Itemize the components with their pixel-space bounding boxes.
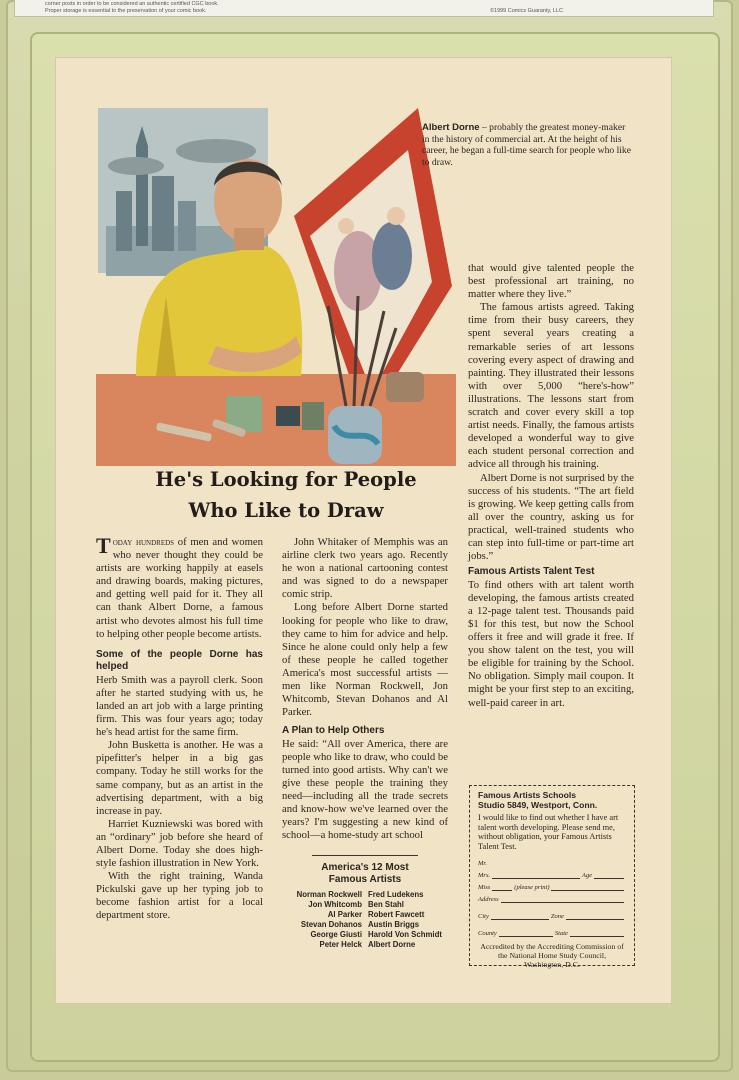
cgc-label-strip [14, 0, 714, 17]
field-line [566, 919, 624, 920]
field-label: Miss [478, 884, 491, 892]
field-hint: (please print) [514, 884, 550, 892]
accreditation-note: Accredited by the Accrediting Commission of the National Home Study Council, Washington, D.C. [480, 942, 624, 970]
coupon-message: I would like to find out whether I have art talent worth developing. Please send me, without obligation, your Famous Artists Talent Test. [478, 813, 619, 851]
field-city[interactable] [478, 910, 626, 921]
field-label: Age [581, 872, 592, 880]
field-label: Mrs. [478, 872, 491, 880]
artist-name: Robert Fawcett [368, 909, 425, 919]
field-line [492, 878, 580, 879]
paragraph: that would give talented people the best professional art training, no matter where they live.” [468, 262, 634, 301]
subheading: Some of the people Dorne has helped [96, 648, 263, 673]
label-copyright: ©1999 Comics Guaranty, LLC [489, 8, 563, 14]
field-label: State [554, 930, 568, 938]
paragraph [96, 533, 263, 641]
mail-coupon[interactable] [469, 785, 635, 970]
field-line [594, 878, 624, 879]
paragraph: He said: “All over America, there are people who like to draw, who could be turned into good artists. Why can't we give these people the training they need—including all the trade secrets and know-how we've learned over the years? I'm suggesting a new kind of school—a home-study art school [282, 737, 448, 842]
headline-line-2: Who Like to Draw [188, 499, 384, 522]
famous-title-line-1: America's 12 Most [321, 861, 409, 873]
field-line [570, 936, 624, 937]
drop-cap: T [96, 533, 111, 558]
comic-back-cover [56, 58, 671, 1003]
divider [312, 855, 418, 856]
label-line-1: corner posts in order to be considered an authentic certified CGC book. [45, 1, 219, 7]
subheading: Famous Artists Talent Test [468, 566, 595, 578]
field-line [491, 919, 549, 920]
famous-artists-list [282, 890, 448, 950]
paragraph: Albert Dorne is not surprised by the success of his students. “The art field is growing. We keep getting calls from all over the country, asking us for practical, well-trained students who can step into full-time or part-time art jobs.” [468, 471, 634, 563]
field-label: County [478, 930, 497, 938]
artist-name: Austin Briggs [368, 919, 420, 929]
caption-text: – probably the greatest money-maker in the history of commercial art. At the height of his career, he began a full-time search for people who like to draw. [422, 122, 631, 168]
famous-artists-title [282, 862, 448, 886]
subheading: A Plan to Help Others [282, 725, 385, 737]
lead-smallcaps: oday hundreds [112, 536, 175, 548]
coupon-title-1: Famous Artists Schools [478, 790, 577, 800]
field-line [492, 890, 512, 891]
label-line-2: Proper storage is essential to the preservation of your comic book. [45, 8, 207, 14]
paragraph-text: of men and women who never thought they could be artists are working happily at easels and drawing boards, making pictures, and getting well paid for it. They all can thank Albert Dorne, a famous artist who devotes almost his full time to helping other people become artists. [96, 536, 263, 640]
illustration-caption [422, 122, 632, 168]
artist-name: Fred Ludekens [368, 889, 424, 899]
artist-name: Albert Dorne [368, 939, 416, 949]
paragraph: John Whitaker of Memphis was an airline clerk two years ago. Recently he won a national cartooning contest and was signed to do a newspaper comic strip. [282, 536, 448, 601]
field-county[interactable] [478, 927, 626, 938]
artist-name: Ben Stahl [368, 899, 404, 909]
artist-illustration [96, 106, 456, 466]
paragraph: The famous artists agreed. Taking time from their busy careers, they spent several years creating a remarkable series of art lessons covering every aspect of drawing and painting. They illustrated their lessons with over 5,000 “here's-how” illustrations. The lessons start from scratch and cover every skill a top artist needs. Finally, the famous artists developed a wonderful way to give each student personal correction and advice all through his training. [468, 301, 634, 471]
coupon-title-2: Studio 5849, Westport, Conn. [478, 800, 598, 810]
field-line [551, 890, 624, 891]
artist-name: Norman Rockwell [296, 889, 362, 899]
field-line [499, 936, 553, 937]
artist-name: Peter Helck [319, 939, 362, 949]
article-column-1 [96, 533, 263, 923]
field-mr[interactable] [478, 857, 626, 868]
field-mrs[interactable] [478, 869, 626, 880]
article-column-3 [468, 262, 634, 710]
field-label: Address [478, 896, 499, 904]
paragraph: Harriet Kuzniewski was bored with an “ordinary” job before she heard of Albert Dorne. Today she does high-style fashion illustration in New York. [96, 817, 263, 870]
field-label: City [478, 913, 489, 921]
headline-line-1: He's Looking for People [155, 468, 417, 491]
artist-name: Al Parker [327, 909, 362, 919]
paragraph: With the right training, Wanda Pickulski gave up her typing job to become fashion artist for a local department store. [96, 870, 263, 922]
field-miss[interactable] [478, 881, 626, 892]
field-address[interactable] [478, 893, 626, 904]
field-label: Zone [550, 913, 564, 921]
paragraph: Herb Smith was a payroll clerk. Soon after he started studying with us, he landed an art job with a large printing firm. This was four years ago; today he's head artist for the same firm. [96, 673, 263, 739]
artist-name: Stevan Dohanos [300, 919, 362, 929]
artist-name: George Giusti [310, 929, 362, 939]
headline [96, 464, 476, 526]
artist-name: Jon Whitcomb [308, 899, 362, 909]
paragraph: John Busketta is another. He was a pipefitter's helper in a big gas company. Today he still works for the same company, but as an artist in the advertising department, with a big increase in pay. [96, 739, 263, 817]
paragraph: To find others with art talent worth developing, the famous artists created a 12-page talent test. Thousands paid $1 for this test, but now the School offers it free and will grade it free. If you show talent on the test, you will be eligible for training by the School. No obligation. Simply mail coupon. It might be your first step to an exciting, well-paid career in art. [468, 578, 634, 709]
artist-name: Harold Von Schmidt [368, 929, 442, 939]
paragraph: Long before Albert Dorne started looking for people who like to draw, they came to him for advice and help. Since he alone could only help a few of these people he called together America's most successful artists —men like Norman Rockwell, Jon Whitcomb, Stevan Dohanos and Al Parker. [282, 601, 448, 719]
field-line [501, 902, 624, 903]
field-label: Mr. [478, 860, 487, 868]
famous-title-line-2: Famous Artists [328, 873, 402, 885]
article-column-2 [282, 536, 448, 950]
caption-name: Albert Dorne [422, 122, 480, 133]
